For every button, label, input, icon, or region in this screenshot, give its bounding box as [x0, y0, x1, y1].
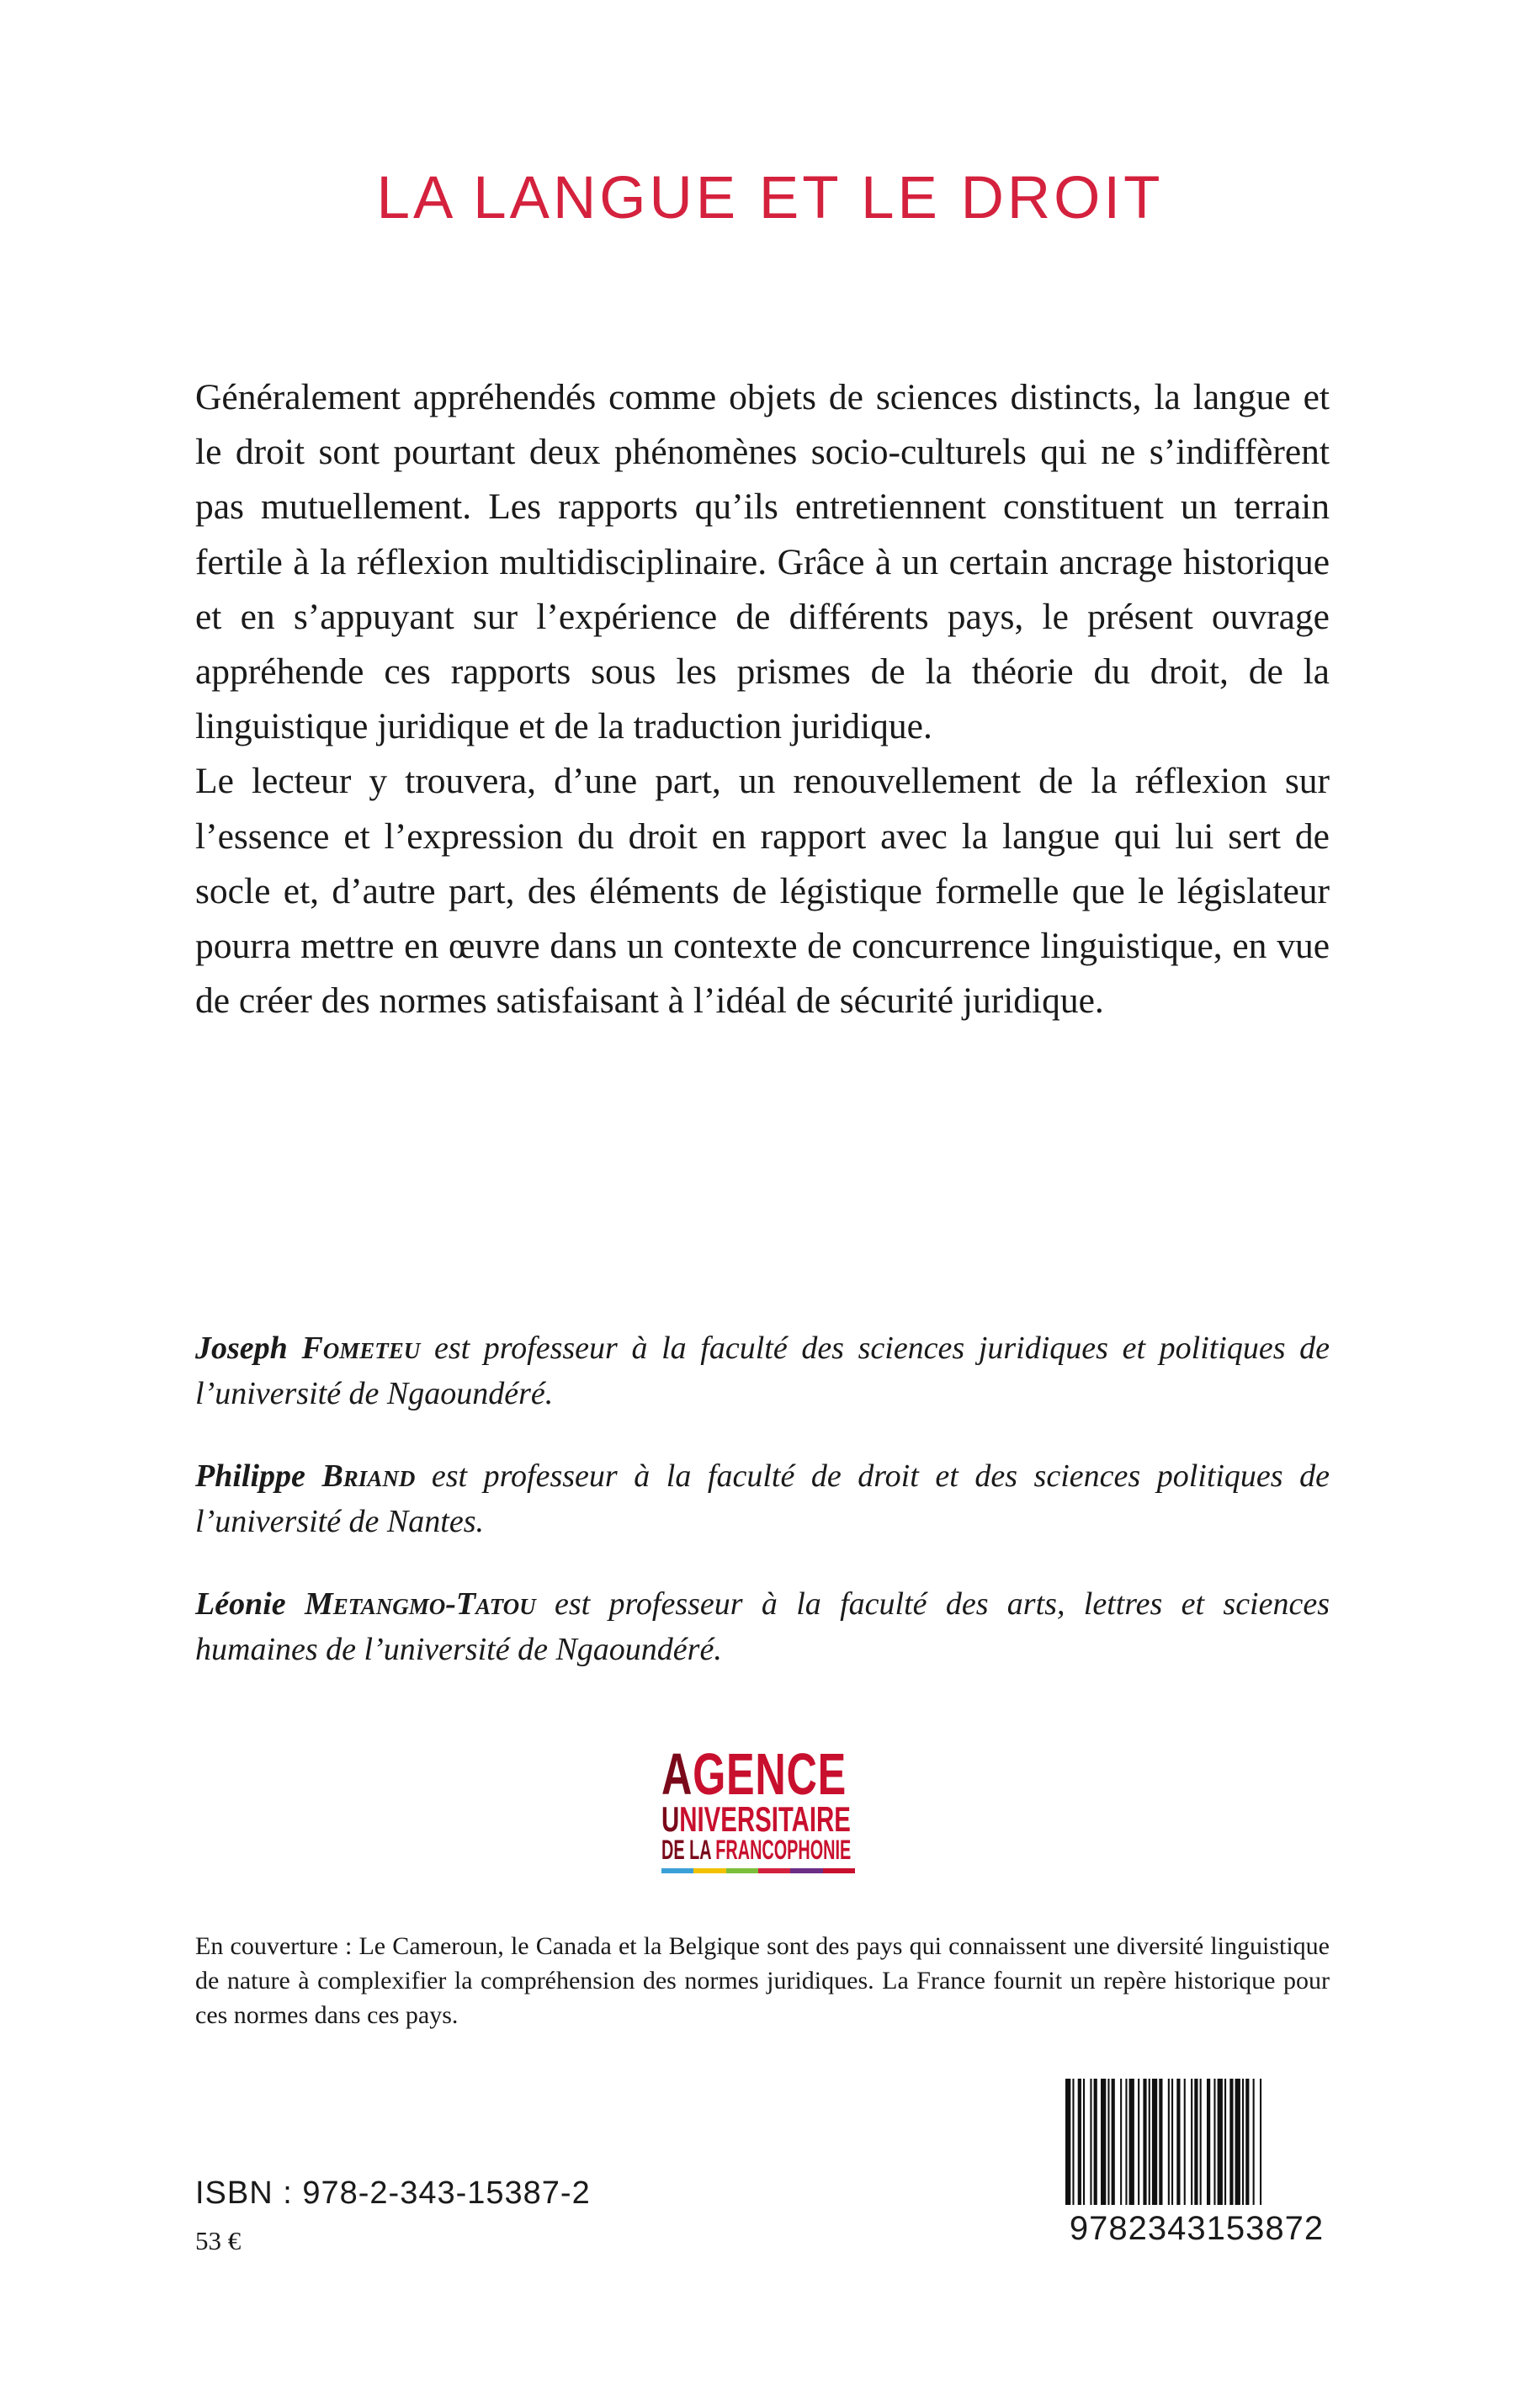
barcode-bar — [1213, 2079, 1215, 2205]
cover-caption: En couverture : Le Cameroun, le Canada et la Belgique sont des pays qui connaissent une diversité linguistique de nature à complexifier la compréhension des normes juridiques. La France fournit un repère historique pour ces normes dans ces pays. — [195, 1932, 1330, 2029]
barcode-bar — [1083, 2079, 1085, 2205]
barcode-bar — [1072, 2079, 1074, 2205]
isbn: ISBN : 978-2-343-15387-2 — [195, 2175, 591, 2211]
barcode-bar — [1224, 2079, 1226, 2205]
barcode-bar — [1090, 2079, 1091, 2205]
logo-color-segment — [726, 1868, 758, 1873]
barcode-bar — [1207, 2079, 1210, 2205]
barcode-bar — [1125, 2079, 1127, 2205]
barcode-bar — [1101, 2079, 1106, 2205]
barcode-bar — [1065, 2079, 1070, 2205]
author-last-name: Briand — [321, 1458, 416, 1494]
logo-color-segment — [693, 1868, 725, 1873]
barcode-bar — [1229, 2079, 1233, 2205]
author-last-name: Metangmo-Tatou — [304, 1586, 536, 1622]
summary-paragraph-1: Généralement appréhendés comme objets de sciences distincts, la langue et le droit sont pourtant deux phénomènes socio-culturels qui ne s’indiffèrent pas mutuellement. Les rapports qu’ils entretiennent constituent un terrain fertile à la réflexion multidisciplinaire. Grâce à un certain ancrage historique et en s’appuyant sur l’expérience de différents pays, le présent ouvrage appréhende ces rapports sous les prismes de la théorie du droit, de la linguistique juridique et de la traduction juridique. — [195, 377, 1330, 747]
barcode-bar — [1194, 2079, 1197, 2205]
price: 53 € — [195, 2226, 242, 2255]
author-bio-text: est professeur à la faculté des sciences juridiques et politiques de l’université de Ngaoundéré. — [195, 1331, 1330, 1411]
logo-line-francophonie: DE LA FRANCOPHONIE — [661, 1835, 852, 1865]
barcode-bar — [1078, 2079, 1081, 2205]
logo-color-segment — [661, 1868, 693, 1873]
barcode-digits: 9782343153872 — [1069, 2210, 1325, 2247]
barcode-bar — [1168, 2079, 1170, 2205]
barcode-bar — [1129, 2079, 1134, 2205]
author-bios — [195, 1325, 1330, 1709]
barcode-bar — [1149, 2079, 1150, 2205]
barcode-bar — [1159, 2079, 1162, 2205]
barcode-bar — [1120, 2079, 1122, 2205]
barcode-bar — [1235, 2079, 1240, 2205]
barcode-bar — [1253, 2079, 1255, 2205]
auf-logo — [661, 1740, 855, 1875]
barcode-bar — [1245, 2079, 1249, 2205]
barcode-bar — [1152, 2079, 1157, 2205]
author-bio-briand — [195, 1453, 1330, 1544]
author-bio-metangmo-tatou — [195, 1581, 1330, 1672]
barcode-bar — [1218, 2079, 1223, 2205]
barcode-bar — [1176, 2079, 1180, 2205]
logo-color-bar — [661, 1868, 855, 1873]
author-first-name: Joseph — [195, 1331, 288, 1366]
barcode-bar — [1260, 2079, 1261, 2205]
barcode — [1059, 2079, 1335, 2255]
barcode-bar — [1242, 2079, 1244, 2205]
barcode-bar — [1191, 2079, 1192, 2205]
summary-paragraph-2: Le lecteur y trouvera, d’une part, un renouvellement de la réflexion sur l’essence et l’expression du droit en rapport avec la langue qui lui sert de socle et, d’autre part, des éléments de légistique formelle que le législateur pourra mettre en œuvre dans un contexte de concurrence linguistique, en vue de créer des normes satisfaisant à l’idéal de sécurité juridique. — [195, 761, 1330, 1022]
author-first-name: Philippe — [195, 1458, 305, 1494]
logo-color-segment — [790, 1868, 822, 1873]
author-bio-text: est professeur à la faculté des arts, lettres et sciences humaines de l’université de Ngaoundéré. — [195, 1586, 1330, 1667]
logo-line-universitaire: UNIVERSITAIRE — [661, 1799, 851, 1839]
barcode-bar — [1094, 2079, 1097, 2205]
author-first-name: Léonie — [195, 1586, 286, 1622]
book-title: LA LANGUE ET LE DROIT — [376, 165, 1164, 231]
barcode-bar — [1143, 2079, 1146, 2205]
logo-color-segment — [823, 1868, 855, 1873]
author-bio-text: est professeur à la faculté de droit et des sciences politiques de l’université de Nantes. — [195, 1458, 1330, 1539]
barcode-bar — [1200, 2079, 1202, 2205]
barcode-bar — [1138, 2079, 1139, 2205]
barcode-bars — [1065, 2079, 1328, 2205]
logo-color-segment — [758, 1868, 790, 1873]
author-last-name: Fometeu — [301, 1331, 421, 1366]
barcode-bar — [1112, 2079, 1115, 2205]
summary-text — [195, 370, 1330, 1028]
author-bio-fometeu — [195, 1325, 1330, 1416]
logo-line-agence: AGENCE — [661, 1741, 847, 1807]
barcode-bar — [1107, 2079, 1109, 2205]
barcode-bar — [1184, 2079, 1186, 2205]
barcode-bar — [1171, 2079, 1173, 2205]
